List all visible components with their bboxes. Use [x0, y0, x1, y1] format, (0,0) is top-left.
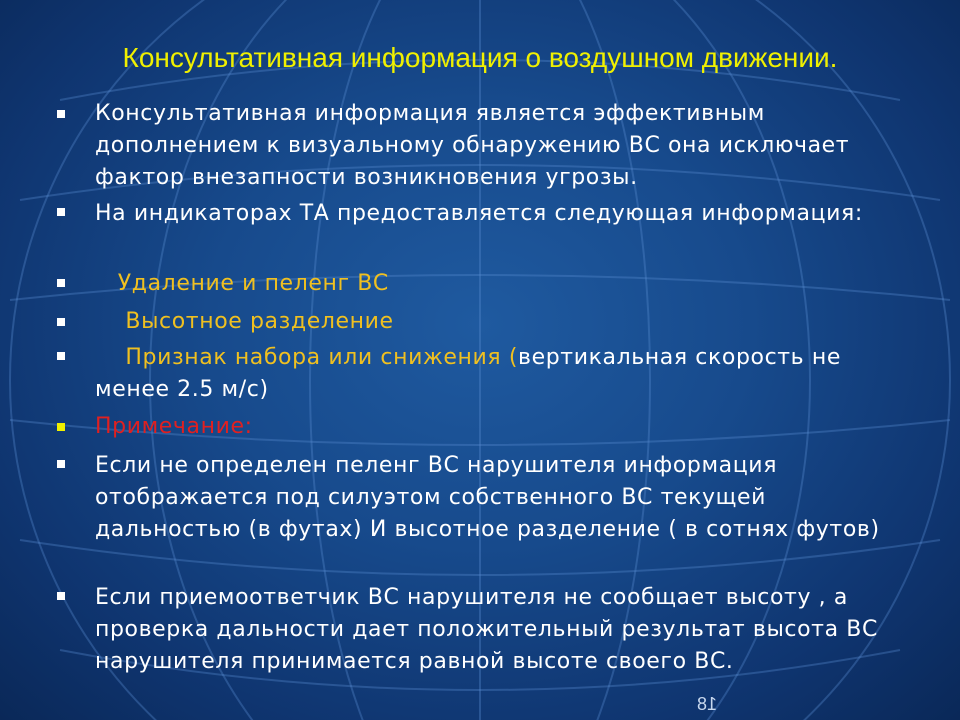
bullet-icon	[57, 423, 65, 431]
bullet-icon	[57, 208, 65, 216]
bullet-icon	[57, 460, 65, 468]
list-item: На индикаторах ТА предоставляется следующая информация:	[95, 201, 863, 226]
list-item: Удаление и пеленг ВС	[95, 271, 389, 296]
list-item: Высотное разделение	[95, 309, 394, 334]
bullet-icon	[57, 318, 65, 326]
note-label: Примечание:	[95, 414, 253, 439]
bullet-icon	[57, 279, 65, 287]
bullet-icon	[57, 352, 65, 360]
list-item	[95, 342, 915, 406]
list-item: Если не определен пеленг ВС нарушителя информация отображается под силуэтом собственного ВС текущей дальностью (в футах) И высотное разделение ( в сотнях футов)	[95, 453, 880, 542]
bullet-icon	[57, 592, 65, 600]
slide-title: Консультативная информация о воздушном движении.	[122, 42, 838, 73]
list-item-rest: вертикальная скорость не менее 2.5 м/с)	[95, 345, 841, 402]
list-item: Если приемоответчик ВС нарушителя не сообщает высоту , а проверка дальности дает положительный результат высота ВС нарушителя принимается равной высоте своего ВС.	[95, 585, 878, 674]
bullet-icon	[57, 110, 65, 118]
page-number: 18	[697, 694, 718, 714]
list-item-highlight: Признак набора или снижения (	[95, 345, 519, 370]
list-item: Консультативная информация является эффективным дополнением к визуальному обнаружению ВС она исключает фактор внезапности возникновения угрозы.	[95, 101, 850, 190]
